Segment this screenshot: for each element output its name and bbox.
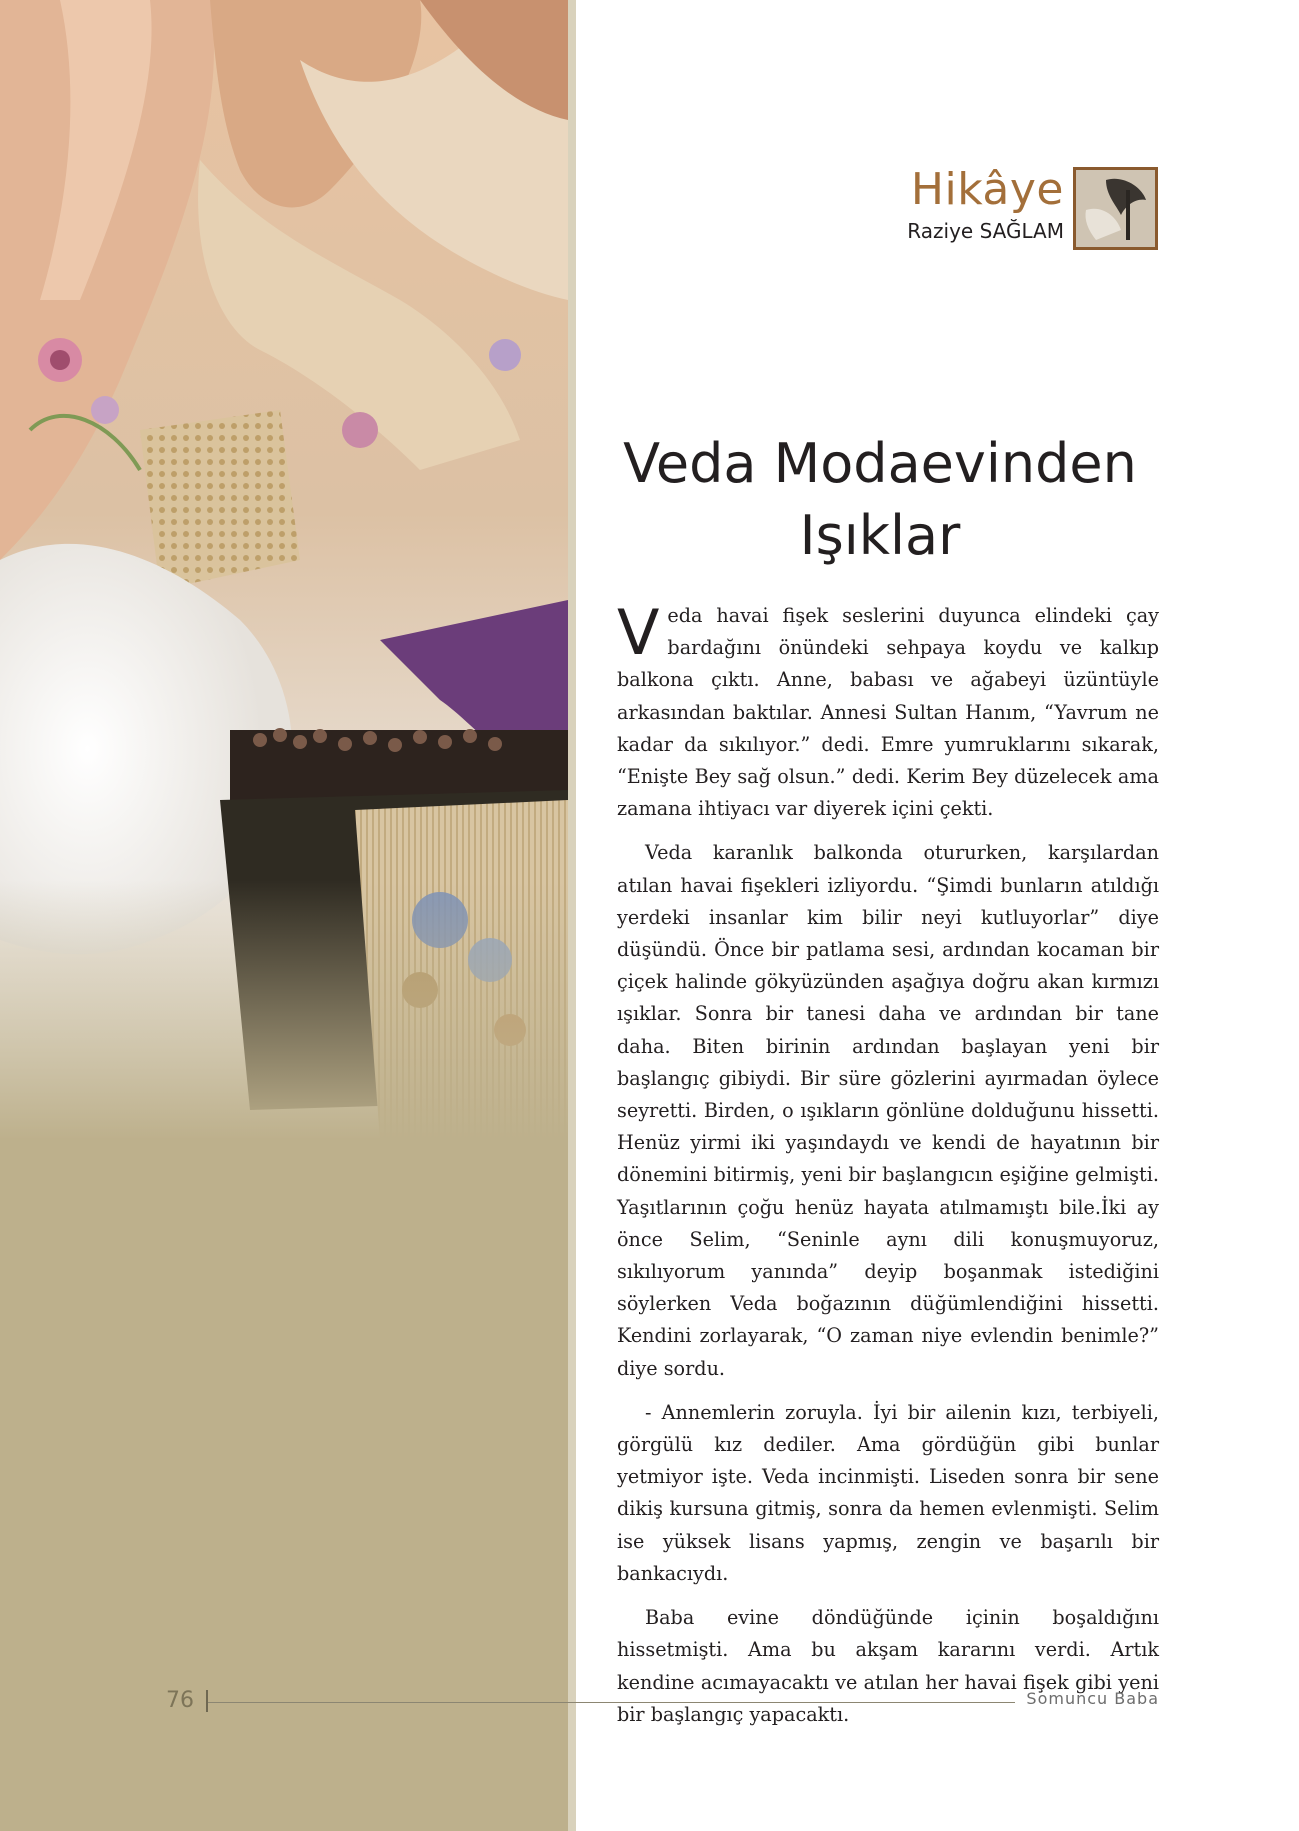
article-title-line-2: Işıklar [799, 504, 961, 567]
paragraph-4: Baba evine döndüğünde içinin boşaldığını hissetmişti. Ama bu akşam kararını verdi. Artık kendine acımayacaktı ve atılan her havai fişek gibi yeni bir başlangıç yapacaktı. [617, 1606, 1159, 1726]
fabric-photo [0, 0, 568, 1140]
left-column [0, 0, 568, 1831]
magazine-name: Somuncu Baba [1026, 1689, 1159, 1708]
article-title [585, 428, 1175, 572]
thumbnail-image [1076, 170, 1155, 247]
page-number: 76 [166, 1688, 194, 1713]
paragraph-2: Veda karanlık balkonda otururken, karşılardan atılan havai fişekleri izliyordu. “Şimdi bunların atıldığı yerdeki insanlar kim bilir neyi kutluyorlar” diye düşündü. Önce bir patlama sesi, ardından kocaman bir çiçek halinde gökyüzünden aşağıya doğru akan kırmızı ışıklar. Sonra bir tanesi daha ve ardından bir tane daha. Biten birinin ardından başlayan yeni bir başlangıç gibiydi. Bir süre gözlerini ayırmadan öylece seyretti. Birden, o ışıkların gönlüne dolduğunu hissetti. Henüz yirmi iki yaşındaydı ve kendi de hayatının bir dönemini bitirmiş, yeni bir başlangıcın eşiğine gelmişti. Yaşıtlarının çoğu henüz hayata atılmamıştı bile.İki ay önce Selim, “Seninle aynı dili konuşmuyoruz, sıkılıyorum yanında” deyip boşanmak istediğini söylerken Veda boğazının düğümlendiğini hissetti. Kendini zorlayarak, “O zaman niye evlendin benimle?” diye sordu. [617, 841, 1159, 1380]
article-title-line-1: Veda Modaevinden [623, 432, 1137, 495]
footer-tick [206, 1690, 208, 1712]
paragraph-1 [617, 596, 1159, 825]
author-name: Raziye SAĞLAM [907, 219, 1064, 243]
paragraph-3: - Annemlerin zoruyla. İyi bir ailenin kızı, terbiyeli, görgülü kız dediler. Ama gördüğün gibi bunlar yetmiyor işte. Veda incinmişti. Liseden sonra bir sene dikiş kursuna gitmiş, sonra da hemen evlenmişti. Selim ise yüksek lisans yapmış, zengin ve başarılı bir bankacıydı. [617, 1400, 1159, 1585]
footer-rule [208, 1702, 1015, 1703]
embroidered-fabric-image [0, 0, 568, 1140]
paragraph-1-text: eda havai fişek seslerini duyunca elindeki çay bardağını önündeki sehpaya koydu ve kalkıp balkona çıktı. Anne, babası ve ağabeyi üzüntüyle arkasından baktılar. Annesi Sultan Hanım, “Yavrum ne kadar da sıkılıyor.” dedi. Emre yumruklarını sıkarak, “Enişte Bey sağ olsun.” dedi. Kerim Bey düzelecek ama zamana ihtiyacı var diyerek içini çekti. [617, 604, 1159, 821]
section-thumbnail [1073, 167, 1158, 250]
section-label: Hikâye [910, 164, 1064, 215]
article-body [617, 596, 1159, 1743]
column-divider [568, 0, 576, 1831]
drop-cap: V [617, 596, 660, 669]
